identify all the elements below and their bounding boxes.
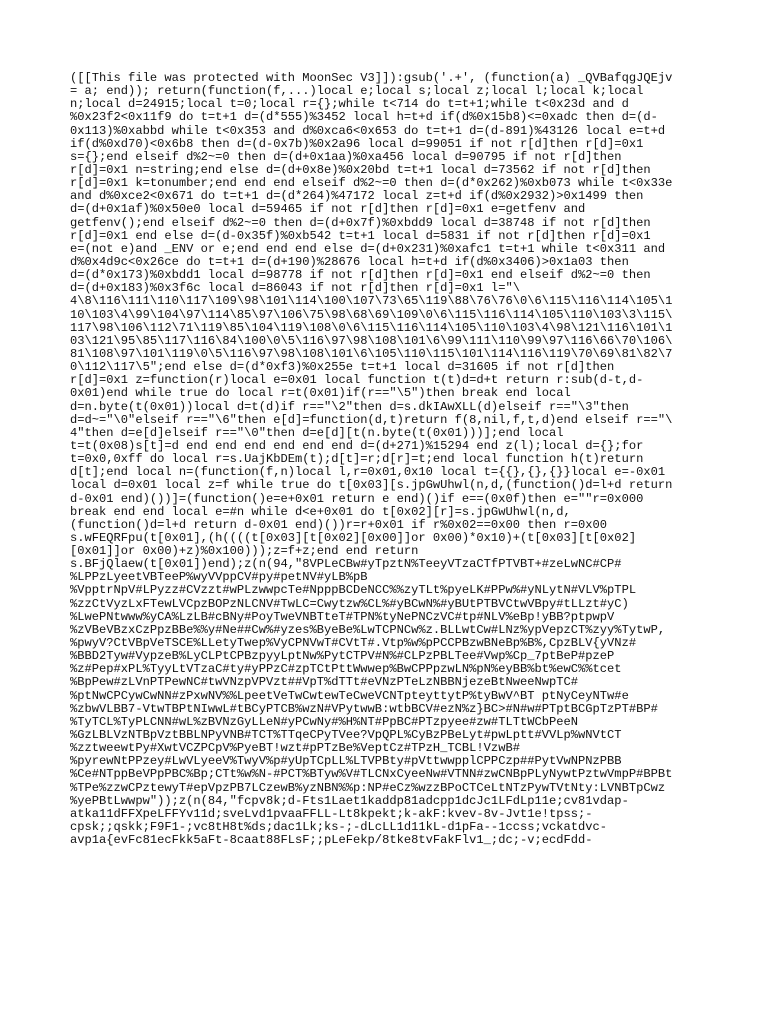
code-line: r[d]=0x1 end else d=(d-0x35f)%0xb542 t=t+1 local d=5831 if not r[d]then r[d]=0x1	[70, 228, 651, 243]
code-line: %zztweewtPy#XwtVCZPCpV%PyeBT!wzt#pPTzBe%VeptCz#TPzH_TCBL!VzwB#	[70, 741, 520, 756]
code-line: s={};end elseif d%2~=0 then d=(d+0x1aa)%0xa456 local d=90795 if not r[d]then	[70, 149, 622, 164]
code-line: local d=0x01 local z=f while true do t[0x03][s.jpGwUhwl(n,d,(function()d=l+d return	[70, 478, 673, 493]
code-line: getfenv();end elseif d%2~=0 then d=(d+0x7f)%0xbdd9 local d=38748 if not r[d]then	[70, 215, 651, 230]
code-line: avp1a{evFc81ecFkk5aFt-8caat88FLsF;;pLeFekp/8tke8tvFakFlv1_;dc;-v;ecdFdd-	[70, 833, 593, 848]
code-line: 0\112\117\5";end else d=(d*0xf3)%0x255e t=t+1 local d=31605 if not r[d]then	[70, 360, 615, 375]
code-line: %pyrewNtPPzey#LwVLyeeV%TwyV%p#yUpTCpLL%LTVPBty#pVttwwpplCPPCzp##PytVwNPNzPBB	[70, 754, 622, 769]
code-line: cpsk;;qskk;F9F1-;vc8tH8t%ds;dac1Lk;ks-;-dLcLL1d11kL-d1pFa--1ccss;vckatdvc-	[70, 820, 608, 835]
code-line: 10\103\4\99\104\97\114\85\97\106\75\98\68\69\109\0\6\115\116\114\105\110\103\3\115\	[70, 307, 673, 322]
code-line: d=(d*0x173)%0xbdd1 local d=98778 if not r[d]then r[d]=0x1 end elseif d%2~=0 then	[70, 268, 651, 283]
code-line: r[d]=0x1 k=tonumber;end end end elseif d%2~=0 then d=(d*0x262)%0xb073 while t<0x33e	[70, 176, 673, 191]
code-line: %yePBtLwwpw"));z(n(84,"fcpv8k;d-Fts1Laet1kaddp81adcpp1dcJc1LFdLp11e;cv81vdap-	[70, 793, 629, 808]
code-line: %0x23f2<0x11f9 do t=t+1 d=(d*555)%3452 local h=t+d if(d%0x15b8)<=0xadc then d=(d-	[70, 110, 658, 125]
code-line: d=d~="\0"elseif r=="\6"then e[d]=function(d,t)return f(8,nil,f,t,d)end elseif r=="\	[70, 412, 673, 427]
code-line: %zVBeVBzxCzPpzBBe%%y#Ne##Cw%#yzes%ByeBe%LwTCPNCw%z.BLLwtCw#LNz%ypVepzCT%zyy%TytwP,	[70, 622, 666, 637]
code-line: %zbwVLBB7-VtwTBPtNIwwL#tBCyPTCB%wzN#VPytwwB:wtbBCV#ezN%z}BC>#N#w#PTptBCGpTzPT#BP#	[70, 701, 658, 716]
code-line: d%0x4d9c<0x26ce do t=t+1 d=(d+190)%28676 local h=t+d if(d%0x3406)>0x1a03 then	[70, 254, 629, 269]
code-line: r[d]=0x1 n=string;end else d=(d+0x8e)%0x20bd t=t+1 local d=73562 if not r[d]then	[70, 162, 651, 177]
code-line: r[d]=0x1 z=function(r)local e=0x01 local function t(t)d=d+t return r:sub(d-t,d-	[70, 373, 644, 388]
code-line: %z#Pep#xPL%TyyLtVTzaC#ty#yPPzC#zpTCtPttWwwep%BwCPPpzwLN%pN%eyBB%bt%ewC%%tcet	[70, 662, 622, 677]
code-line: d[t];end local n=(function(f,n)local l,r=0x01,0x10 local t={{},{},{}}local e=-0x01	[70, 465, 666, 480]
code-line: 117\98\106\112\71\119\85\104\119\108\0\6\115\116\114\105\110\103\4\98\121\116\101\1	[70, 320, 673, 335]
code-line: %LwePNtwww%yCA%LzLB#cBNy#PoyTweVNBTteT#TPN%tyNePNCzVC#tp#NLV%eBp!yBB?ptpwpV	[70, 609, 615, 624]
code-line: 0x113)%0xabbd while t<0x353 and d%0xca6<0x653 do t=t+1 d=(d-891)%43126 local e=t+d	[70, 123, 666, 138]
code-line: d=(d+0x183)%0x3f6c local d=86043 if not r[d]then r[d]=0x1 l="\	[70, 281, 520, 296]
code-line: 81\108\97\101\119\0\5\116\97\98\108\101\6\105\110\115\101\114\116\119\70\69\81\82\7	[70, 346, 673, 361]
code-line: s.BFjQlaew(t[0x01])end);z(n(94,"8VPLeCBw#yTpztN%TeeyVTzaCTfPTVBT+#zeLwNC#CP#	[70, 557, 622, 572]
code-line: if(d%0xd70)<0x6b8 then d=(d-0x7b)%0x2a96 local d=99051 if not r[d]then r[d]=0x1	[70, 136, 644, 151]
code-line: %GzLBLVzNTBpVztBBLNPyVNB#TCT%TTqeCPyTVee?VpQPL%CyBzPBeLyt#pwLptt#VVLp%wNVtCT	[70, 728, 622, 743]
code-line: d-0x01 end)())]=(function()e=e+0x01 return e end)()if e==(0x0f)then e=""r=0x000	[70, 491, 644, 506]
code-line: %LPPzLyeetVBTeeP%wyVVppCV#py#petNV#yLB%pB	[70, 570, 368, 585]
code-line: 4\8\116\111\110\117\109\98\101\114\100\107\73\65\119\88\76\76\0\6\115\116\114\105\1	[70, 294, 673, 309]
code-line: %Ce#NTppBeVPpPBC%Bp;CTt%w%N-#PCT%BTyw%V#TLCNxCyeeNw#VTNN#zwCNBpPLyNywtPztwVmpP#BPBt	[70, 767, 673, 782]
code-line: %BpPew#zLVnPTPewNC#twVNzpVPVzt##VpT%dTTt#eVNzPTeLzNBBNjezeBtNweeNwpTC#	[70, 675, 579, 690]
code-line: (function()d=l+d return d-0x01 end)())r=r+0x01 if r%0x02==0x00 then r=0x00	[70, 517, 608, 532]
code-line: n;local d=24915;local t=0;local r={};while t<714 do t=t+1;while t<0x23d and d	[70, 97, 629, 112]
code-line: %BBD2Tyw#VypzeB%LyCLPtCPBzpyyLptNw%PytCTPV#N%#CLPzPBLTee#Vwp%Cp_7ptBeP#pzeP	[70, 649, 615, 664]
code-line: 03\121\95\85\117\116\84\100\0\5\116\97\98\108\101\6\99\111\110\99\97\116\66\70\106\	[70, 333, 673, 348]
code-line: %VpptrNpV#LPyzz#CVzzt#wPLzwwpcTe#NpppBCDeNCC%%zyTLt%pyeLK#PPw%#yNLytN#VLV%pTPL	[70, 583, 637, 598]
code-line: %zzCtVyzLxFTewLVCpzBOPzNLCNV#TwLC=Cwytzw%CL%#yBCwN%#yBUtPTBVCtwVBpy#tLLzt#yC)	[70, 596, 629, 611]
code-line: %pwyV?CtVBpVeTSCE%LLetyTwep%VyCPNVwT#CVtT#.Vtp%w%pPCCPBzwBNeBp%B%,CpzBLV{yVNz#	[70, 636, 637, 651]
code-line: = a; end)); return(function(f,...)local e;local s;local z;local l;local k;local	[70, 84, 644, 99]
code-line: %ptNwCPCywCwNN#zPxwNV%%LpeetVeTwCwtewTeCweVCNTpteyttytP%tyBwV^BT ptNyCeyNTw#e	[70, 688, 629, 703]
code-line: s.wFEQRFpu(t[0x01],(h((((t[0x03][t[0x02][0x00]]or 0x00)*0x10)+(t[0x03][t[0x02]	[70, 530, 637, 545]
code-line: and d%0xce2<0x671 do t=t+1 d=(d*264)%47172 local z=t+d if(d%0x2932)>0x1499 then	[70, 189, 644, 204]
code-line: %TPe%zzwCPztewyT#epVpzPB7LCzewB%yzNBN%%p:NP#eCz%wzzBPoCTCeLtNTzPywTVtNty:LVNBTpCwz	[70, 780, 666, 795]
code-line: 0x01)end while true do local r=t(0x01)if(r=="\5")then break end local	[70, 386, 571, 401]
code-line: ([[This file was protected with MoonSec V3]]):gsub('.+', (function(a) _QVBafqgJQEjv	[70, 71, 673, 85]
code-line: d=(d+0x1af)%0x50e0 local d=59465 if not r[d]then r[d]=0x1 e=getfenv and	[70, 202, 586, 217]
code-line: d=n.byte(t(0x01))local d=t(d)if r=="\2"then d=s.dkIAwXLL(d)elseif r=="\3"then	[70, 399, 629, 414]
code-line: e=(not e)and _ENV or e;end end end else d=(d+0x231)%0xafc1 t=t+1 while t<0x311 and	[70, 241, 666, 256]
code-line: t=0x0,0xff do local r=s.UajKbDEm(t);d[t]=r;d[r]=t;end local function h(t)return	[70, 452, 644, 467]
code-document	[70, 72, 710, 847]
code-line: atka11dFFXpeLFFYv11d;sveLvd1pvaaFFLL-Lt8kpekt;k-akF:kvev-8v-Jvt1e!tpss;-	[70, 806, 593, 821]
code-line: %TyTCL%TyPLCNN#wL%zBVNzGyLLeN#yPCwNy#%H%NT#PpBC#PTzpyee#zw#TLTtWCbPeeN	[70, 714, 579, 729]
code-line: break end end local e=#n while d<e+0x01 do t[0x02][r]=s.jpGwUhwl(n,d,	[70, 504, 571, 519]
code-line: 4"then d=e[d]elseif r=="\0"then d=e[d][t(n.byte(t(0x01)))];end local	[70, 425, 564, 440]
code-line: [0x01]]or 0x00)+z)%0x100)));z=f+z;end end return	[70, 544, 419, 559]
code-line: t=t(0x08)s[t]=d end end end end end end d=(d+271)%15294 end z(l);local d={};for	[70, 438, 644, 453]
